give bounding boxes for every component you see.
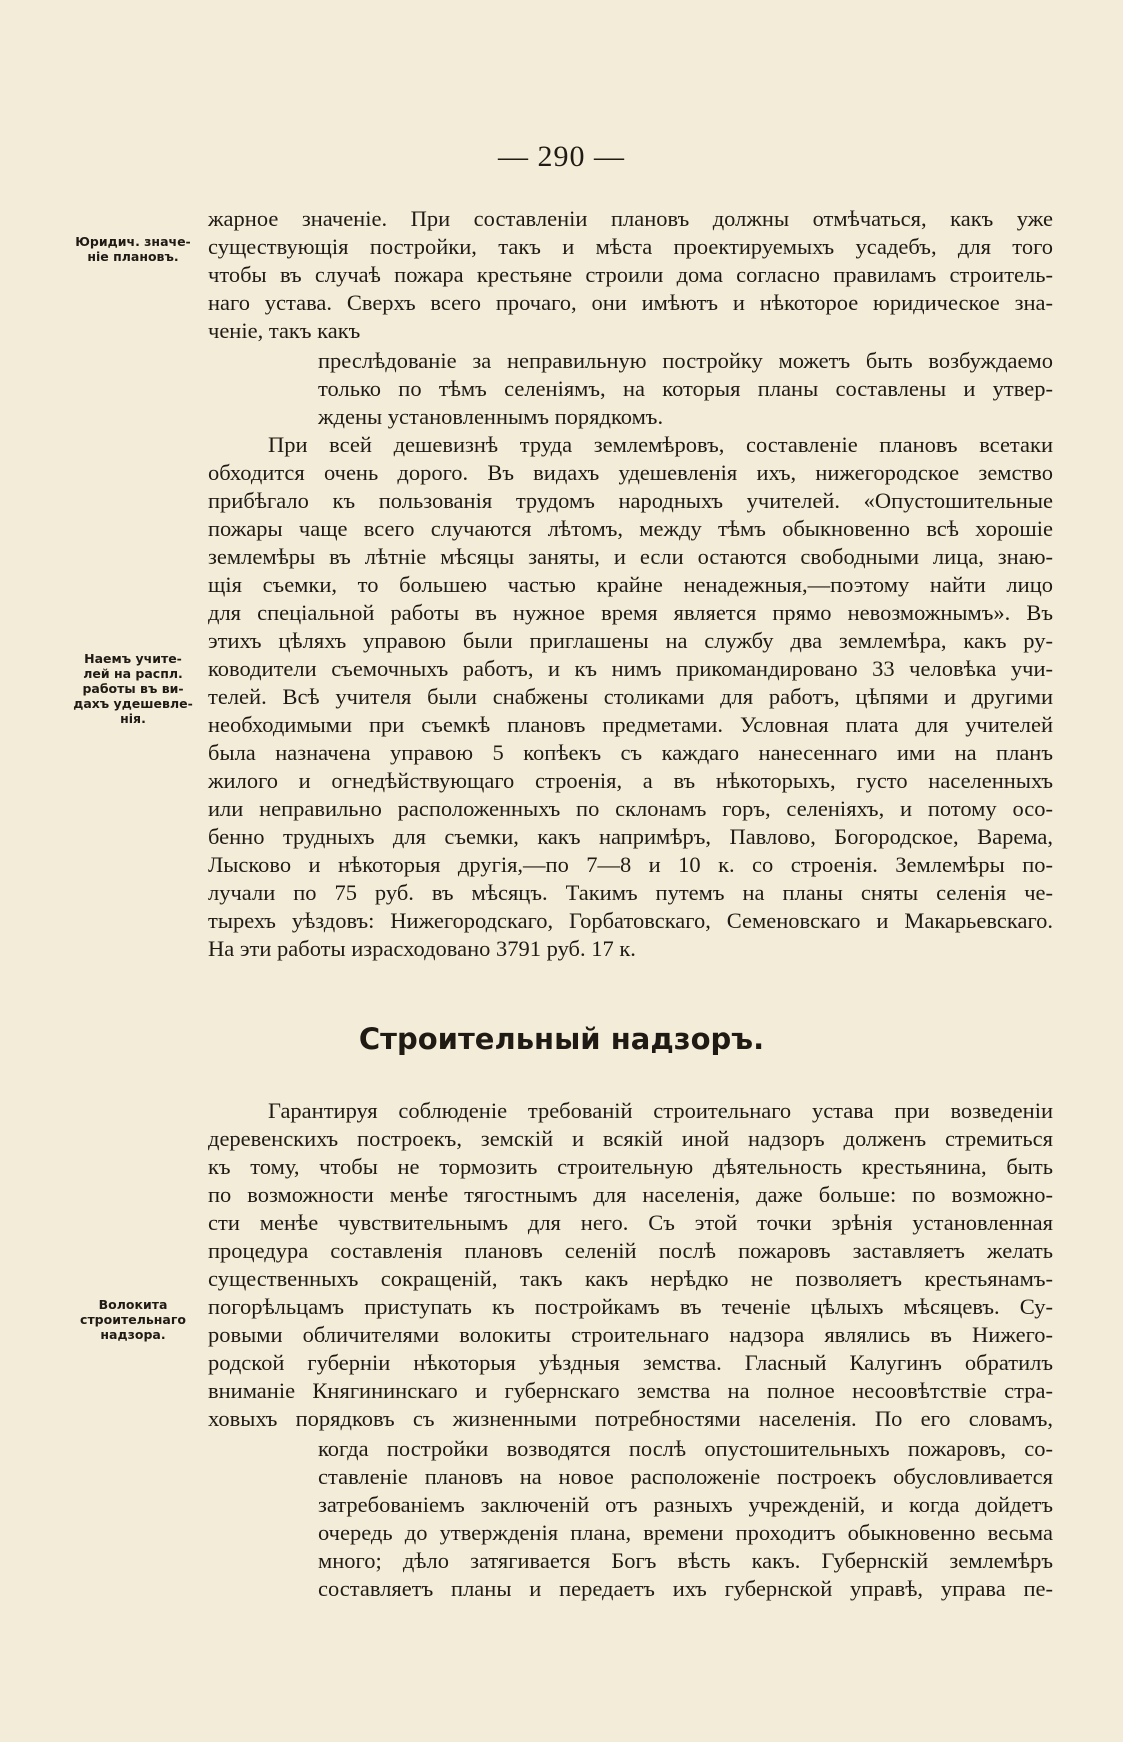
quote-line: очередь до утвержденія плана, времени проходитъ обыкновенно весьма xyxy=(318,1520,1053,1545)
margin-note-text: Юридич. значе- ніе плановъ. xyxy=(75,234,191,264)
text-line: обходится очень дорого. Въ видахъ удешевленія ихъ, нижегородское земство xyxy=(208,460,1053,485)
text-line: жарное значеніе. При составленіи плановъ должны отмѣчаться, какъ уже xyxy=(208,206,1053,231)
text-line: ченіе, такъ какъ xyxy=(208,318,361,343)
text-line: пожары чаще всего случаются лѣтомъ, между тѣмъ обыкновенно всѣ хорошіе xyxy=(208,516,1053,541)
text-line: этихъ цѣляхъ управою были приглашены на службу два землемѣра, какъ ру- xyxy=(208,628,1053,653)
text-line: для спеціальной работы въ нужное время является прямо невозможнымъ». Въ xyxy=(208,600,1053,625)
text-line: ховыхъ порядковъ съ жизненными потребностями населенія. По его словамъ, xyxy=(208,1406,1053,1431)
margin-note-legal-meaning xyxy=(60,234,206,264)
text-line: существенныхъ сокращеній, такъ какъ нерѣдко не позволяетъ крестьянамъ- xyxy=(208,1266,1053,1291)
quote-line: много; дѣло затягивается Богъ вѣсть какъ. Губернскій землемѣръ xyxy=(318,1548,1053,1573)
text-line: землемѣры въ лѣтніе мѣсяцы заняты, и если остаются свободными лица, знаю- xyxy=(208,544,1053,569)
text-line: щія съемки, то большею частью крайне ненадежныя,—поэтому найти лицо xyxy=(208,572,1053,597)
margin-note-red-tape xyxy=(60,1297,206,1342)
text-line: Гарантируя соблюденіе требованій строительнаго устава при возведеніи xyxy=(268,1098,1053,1123)
text-line: родской губерніи нѣкоторыя уѣздныя земства. Гласный Калугинъ обратилъ xyxy=(208,1350,1053,1375)
text-line: прибѣгало къ пользованія трудомъ народныхъ учителей. «Опустошительные xyxy=(208,488,1053,513)
text-line: необходимыми при съемкѣ плановъ предметами. Условная плата для учителей xyxy=(208,712,1053,737)
text-line: телей. Всѣ учителя были снабжены столиками для работъ, цѣпями и другими xyxy=(208,684,1053,709)
quote-line: составляетъ планы и передаетъ ихъ губернской управѣ, управа пе- xyxy=(318,1576,1053,1601)
quote-line: когда постройки возводятся послѣ опустошительныхъ пожаровъ, со- xyxy=(318,1436,1053,1461)
text-line: ководители съемочныхъ работъ, и къ нимъ прикомандировано 33 человѣка учи- xyxy=(208,656,1053,681)
text-line: наго устава. Сверхъ всего прочаго, они имѣютъ и нѣкоторое юридическое зна- xyxy=(208,290,1053,315)
text-line: тырехъ уѣздовъ: Нижегородскаго, Горбатовскаго, Семеновскаго и Макарьевскаго. xyxy=(208,908,1053,933)
page-number: — 290 — xyxy=(498,140,625,173)
text-line: существующія постройки, такъ и мѣста проектируемыхъ усадебъ, для того xyxy=(208,234,1053,259)
text-line: На эти работы израсходовано 3791 руб. 17 к. xyxy=(208,936,636,961)
text-line: или неправильно расположенныхъ по склонамъ горъ, селеніяхъ, и потому осо- xyxy=(208,796,1053,821)
quote-line: преслѣдованіе за неправильную постройку можетъ быть возбуждаемо xyxy=(318,348,1053,373)
text-line: лучали по 75 руб. въ мѣсяцъ. Такимъ путемъ на планы сняты селенія че- xyxy=(208,880,1053,905)
text-line: по возможности менѣе тягостнымъ для населенія, даже больше: по возможно- xyxy=(208,1182,1053,1207)
quote-line: затребованіемъ заключеній отъ разныхъ учрежденій, и когда дойдетъ xyxy=(318,1492,1053,1517)
text-line: погорѣльцамъ приступать къ постройкамъ въ теченіе цѣлыхъ мѣсяцевъ. Су- xyxy=(208,1294,1053,1319)
text-line: жилого и огнедѣйствующаго строенія, а въ нѣкоторыхъ, густо населенныхъ xyxy=(208,768,1053,793)
text-line: сти менѣе чувствительнымъ для него. Съ этой точки зрѣнія установленная xyxy=(208,1210,1053,1235)
quote-line: ждены установленнымъ порядкомъ. xyxy=(318,404,664,429)
text-line: деревенскихъ построекъ, земскій и всякій иной надзоръ долженъ стремиться xyxy=(208,1126,1053,1151)
text-line: процедура составленія плановъ селеній послѣ пожаровъ заставляетъ желать xyxy=(208,1238,1053,1263)
text-line: къ тому, чтобы не тормозить строительную дѣятельность крестьянина, быть xyxy=(208,1154,1053,1179)
text-line: Лысково и нѣкоторыя другія,—по 7—8 и 10 к. со строенія. Землемѣры по- xyxy=(208,852,1053,877)
text-line: При всей дешевизнѣ труда землемѣровъ, составленіе плановъ всетаки xyxy=(268,432,1053,457)
margin-note-text: Волокита строительнаго надзора. xyxy=(80,1297,186,1342)
margin-note-text: Наемъ учите- лей на распл. работы въ ви- дахъ удешевле- нія. xyxy=(73,651,193,726)
margin-note-hiring-teachers xyxy=(60,651,206,726)
section-title: Строительный надзоръ. xyxy=(358,1022,765,1056)
text-line: ровыми обличителями волокиты строительнаго надзора являлись въ Нижего- xyxy=(208,1322,1053,1347)
text-line: вниманіе Княгининскаго и губернскаго земства на полное несоовѣтствіе стра- xyxy=(208,1378,1053,1403)
quote-line: только по тѣмъ селеніямъ, на которыя планы составлены и утвер- xyxy=(318,376,1053,401)
text-line: была назначена управою 5 копѣекъ съ каждаго нанесеннаго ими на планъ xyxy=(208,740,1053,765)
text-line: чтобы въ случаѣ пожара крестьяне строили дома согласно правиламъ строитель- xyxy=(208,262,1053,287)
text-line: бенно трудныхъ для съемки, какъ напримѣръ, Павлово, Богородское, Варема, xyxy=(208,824,1053,849)
quote-line: ставленіе плановъ на новое расположеніе построекъ обусловливается xyxy=(318,1464,1053,1489)
